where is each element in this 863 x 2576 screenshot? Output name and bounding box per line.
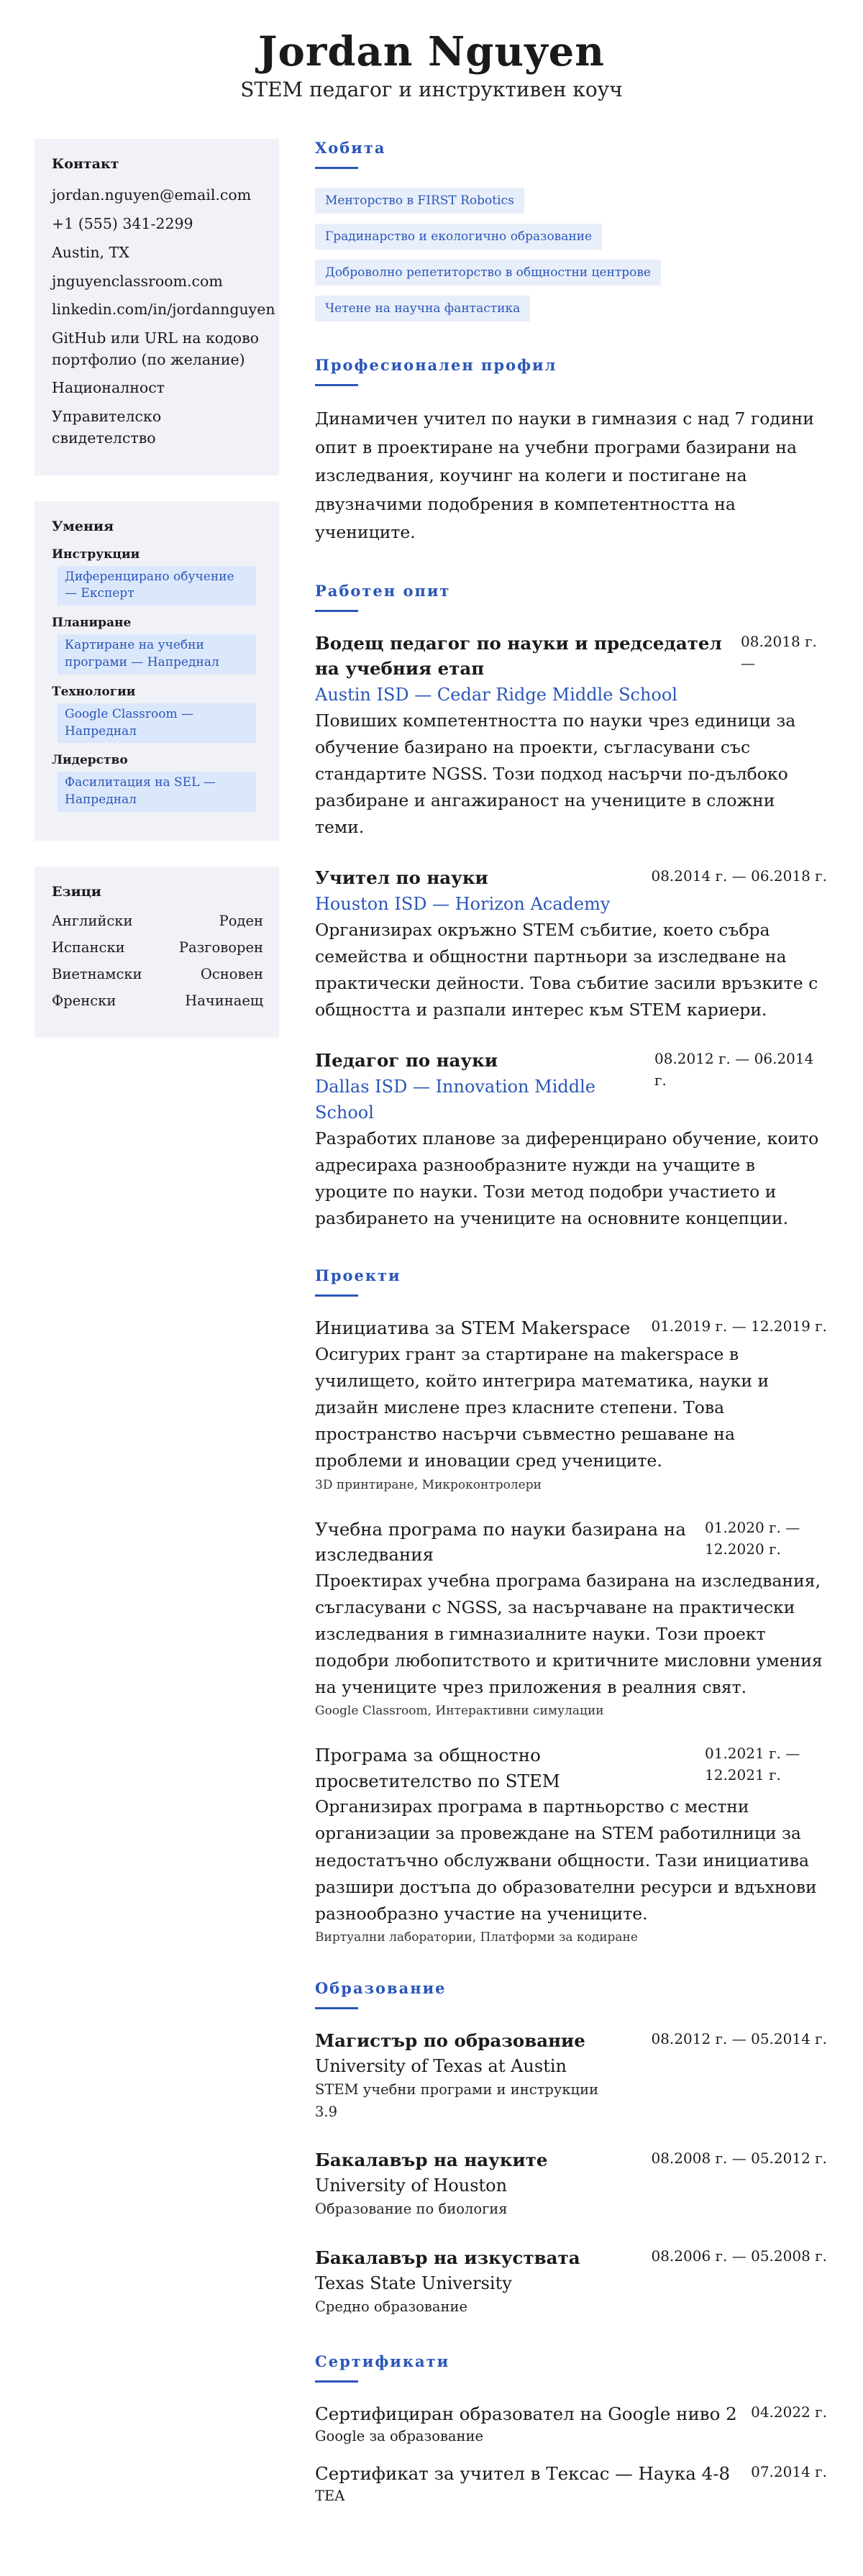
resume-header (35, 29, 828, 101)
education-detail: Образование по биология (315, 2201, 508, 2218)
project-tech: Google Classroom, Интерактивни симулации (315, 1704, 604, 1719)
job-description: Разработих планове за диференцирано обучение, които адресираха разнообразните нужди на учащите в уроците по науки. Този метод подобри участието и разбирането на учениците на основните концепции. (315, 1128, 819, 1229)
certificate-title: Сертификат за учител в Тексас — Наука 4-8 (315, 2463, 731, 2485)
main-content (315, 139, 827, 2539)
languages-card (35, 867, 279, 1038)
skill-tag: Картиране на учебни програми — Напреднал (58, 634, 256, 675)
certificates-section (315, 2352, 827, 2505)
skill-group (52, 753, 263, 812)
contact-location: Austin, TX (52, 243, 129, 261)
contact-license: Управителско свидетелство (52, 408, 162, 447)
hobby-tag: Доброволно репетиторство в общностни центрове (315, 260, 661, 286)
section-divider (315, 384, 358, 386)
skill-group (52, 547, 263, 606)
person-name: Jordan Nguyen (258, 28, 605, 76)
certificate-entry (315, 2461, 827, 2505)
job-date: 08.2012 г. — 06.2014 г. (654, 1050, 814, 1090)
skill-tag: Диференцирано обучение — Експерт (58, 566, 256, 606)
certificate-date: 07.2014 г. (751, 2463, 827, 2481)
job-title: Учител по науки (315, 867, 488, 889)
skill-group-title: Технологии (52, 684, 136, 699)
education-date: 08.2012 г. — 05.2014 г. (651, 2029, 827, 2047)
experience-section (315, 582, 827, 1233)
language-name: Виетнамски (52, 965, 142, 982)
education-entry (315, 2147, 827, 2221)
experience-entry (315, 631, 827, 841)
skill-group-title: Планиране (52, 616, 132, 631)
skill-group-title: Инструкции (52, 547, 140, 562)
school-name: University of Texas at Austin (315, 2056, 567, 2077)
project-entry (315, 1315, 827, 1492)
education-detail: Средно образование (315, 2298, 467, 2316)
job-title: Педагог по науки (315, 1050, 498, 1072)
project-date: 01.2021 г. — 12.2021 г. (705, 1745, 800, 1784)
education-section (315, 1979, 827, 2318)
contact-github: GitHub или URL на кодово портфолио (по желание) (52, 329, 260, 368)
experience-entry (315, 1048, 827, 1232)
hobbies-heading: Хобита (315, 139, 386, 157)
contact-linkedin[interactable]: linkedin.com/in/jordannguyen (52, 301, 275, 319)
job-org: Dallas ISD — Innovation Middle School (315, 1076, 595, 1123)
section-divider (315, 1294, 358, 1297)
certificate-entry (315, 2401, 827, 2445)
job-date: 08.2018 г. — (741, 632, 817, 672)
school-name: Texas State University (315, 2273, 512, 2294)
job-date: 08.2014 г. — 06.2018 г. (651, 867, 827, 885)
education-detail: STEM учебни програми и инструкции (315, 2081, 599, 2098)
project-description: Проектирах учебна програма базирана на изследвания, съгласувани с NGSS, за насърчаване на практически изследвания в гимназиалните науки. Този проект подобри любопитството и критичните мисловни умения на учениците чрез приложения в реалния свят. (315, 1570, 823, 1698)
language-name: Испански (52, 938, 125, 956)
language-row (52, 939, 263, 956)
certificate-issuer: TEA (315, 2487, 345, 2504)
profile-section (315, 356, 827, 547)
hobbies-section (315, 139, 827, 321)
profile-text: Динамичен учител по науки в гимназия с над 7 години опит в проектиране на учебни програми базирани на изследвания, коучинг на колеги и постигане на двузначими подобрения в компетентността на учениците. (315, 408, 814, 543)
project-date: 01.2020 г. — 12.2020 г. (705, 1518, 800, 1558)
hobby-tag: Менторство в FIRST Robotics (315, 188, 524, 214)
language-level: Разговорен (178, 938, 263, 956)
skill-tag: Фасилитация на SEL — Напреднал (58, 772, 256, 812)
job-description: Повиших компетентността по науки чрез единици за обучение базирано на проекти, съгласувани със стандартите NGSS. Този подход насърчи по-дълбоко разбиране и ангажираност на учениците в сложни теми. (315, 710, 796, 838)
education-gpa: 3.9 (315, 2103, 338, 2120)
certificates-heading: Сертификати (315, 2352, 450, 2371)
language-row (52, 966, 263, 982)
project-title: Инициатива за STEM Makerspace (315, 1317, 631, 1339)
education-entry (315, 2245, 827, 2319)
contact-nationality: Националност (52, 379, 165, 397)
projects-heading: Проекти (315, 1266, 401, 1285)
projects-section (315, 1266, 827, 1944)
language-level: Начинаещ (185, 992, 263, 1009)
skill-group-title: Лидерство (52, 753, 128, 768)
contact-heading: Контакт (52, 156, 119, 173)
degree-title: Бакалавър на изкуствата (315, 2247, 580, 2268)
education-entry (315, 2028, 827, 2123)
languages-heading: Езици (52, 883, 101, 900)
job-org: Houston ISD — Horizon Academy (315, 893, 611, 914)
certificate-date: 04.2022 г. (751, 2403, 827, 2421)
section-divider (315, 2007, 358, 2009)
contact-email[interactable]: jordan.nguyen@email.com (52, 186, 252, 204)
job-org: Austin ISD — Cedar Ridge Middle School (315, 684, 677, 705)
job-title: Водещ педагог по науки и председател на учебния етап (315, 632, 722, 680)
project-description: Организирах програма в партньорство с местни организации за провеждане на STEM работилници за недостатъчно обслужвани общности. Тази инициатива разшири достъпа до образователни ресурси и вдъхнови разнообразно участие на учениците. (315, 1796, 817, 1924)
contact-phone[interactable]: +1 (555) 341-2299 (52, 215, 193, 233)
skills-card (35, 501, 279, 841)
experience-entry (315, 865, 827, 1023)
profile-heading: Професионален профил (315, 356, 557, 375)
project-entry (315, 1517, 827, 1719)
degree-title: Магистър по образование (315, 2029, 585, 2051)
education-date: 08.2008 г. — 05.2012 г. (651, 2149, 827, 2167)
degree-title: Бакалавър на науките (315, 2149, 548, 2170)
skill-group (52, 616, 263, 675)
certificate-title: Сертифициран образовател на Google ниво 2 (315, 2403, 737, 2425)
language-name: Френски (52, 992, 117, 1009)
project-tech: 3D принтиране, Микроконтролери (315, 1477, 542, 1492)
section-divider (315, 167, 358, 169)
skills-heading: Умения (52, 518, 114, 534)
project-title: Програма за общностно просветителство по STEM (315, 1745, 560, 1791)
certificate-issuer: Google за образование (315, 2427, 484, 2444)
section-divider (315, 610, 358, 612)
project-tech: Виртуални лаборатории, Платформи за кодиране (315, 1929, 638, 1945)
hobby-tag: Четене на научна фантастика (315, 296, 530, 321)
school-name: University of Houston (315, 2175, 508, 2196)
education-heading: Образование (315, 1978, 447, 1997)
job-description: Организирах окръжно STEM събитие, което събра семейства и общностни партньори за изследване на практически дейности. Това събитие засили връзките с общността и разпали интерес към STEM кариери. (315, 919, 818, 1020)
hobby-tag: Градинарство и екологично образование (315, 224, 602, 250)
experience-heading: Работен опит (315, 581, 451, 600)
person-title: STEM педагог и инструктивен коуч (240, 78, 623, 102)
contact-card (35, 139, 279, 475)
contact-website[interactable]: jnguyenclassroom.com (52, 272, 223, 290)
project-title: Учебна програма по науки базирана на изследвания (315, 1518, 686, 1566)
language-name: Английски (52, 912, 133, 929)
sidebar (35, 139, 279, 1064)
skill-group (52, 685, 263, 744)
education-date: 08.2006 г. — 05.2008 г. (651, 2247, 827, 2265)
language-row (52, 913, 263, 929)
section-divider (315, 2380, 358, 2383)
project-entry (315, 1743, 827, 1945)
language-level: Роден (219, 912, 263, 929)
language-row (52, 992, 263, 1009)
project-description: Осигурих грант за стартиране на makerspace в училището, който интегрира математика, науки и дизайн мислене през класните степени. Това пространство насърчи съвместно решаване на проблеми и иновации сред учениците. (315, 1343, 770, 1471)
language-level: Основен (200, 965, 263, 982)
skill-tag: Google Classroom — Напреднал (58, 703, 256, 744)
project-date: 01.2019 г. — 12.2019 г. (651, 1317, 827, 1335)
